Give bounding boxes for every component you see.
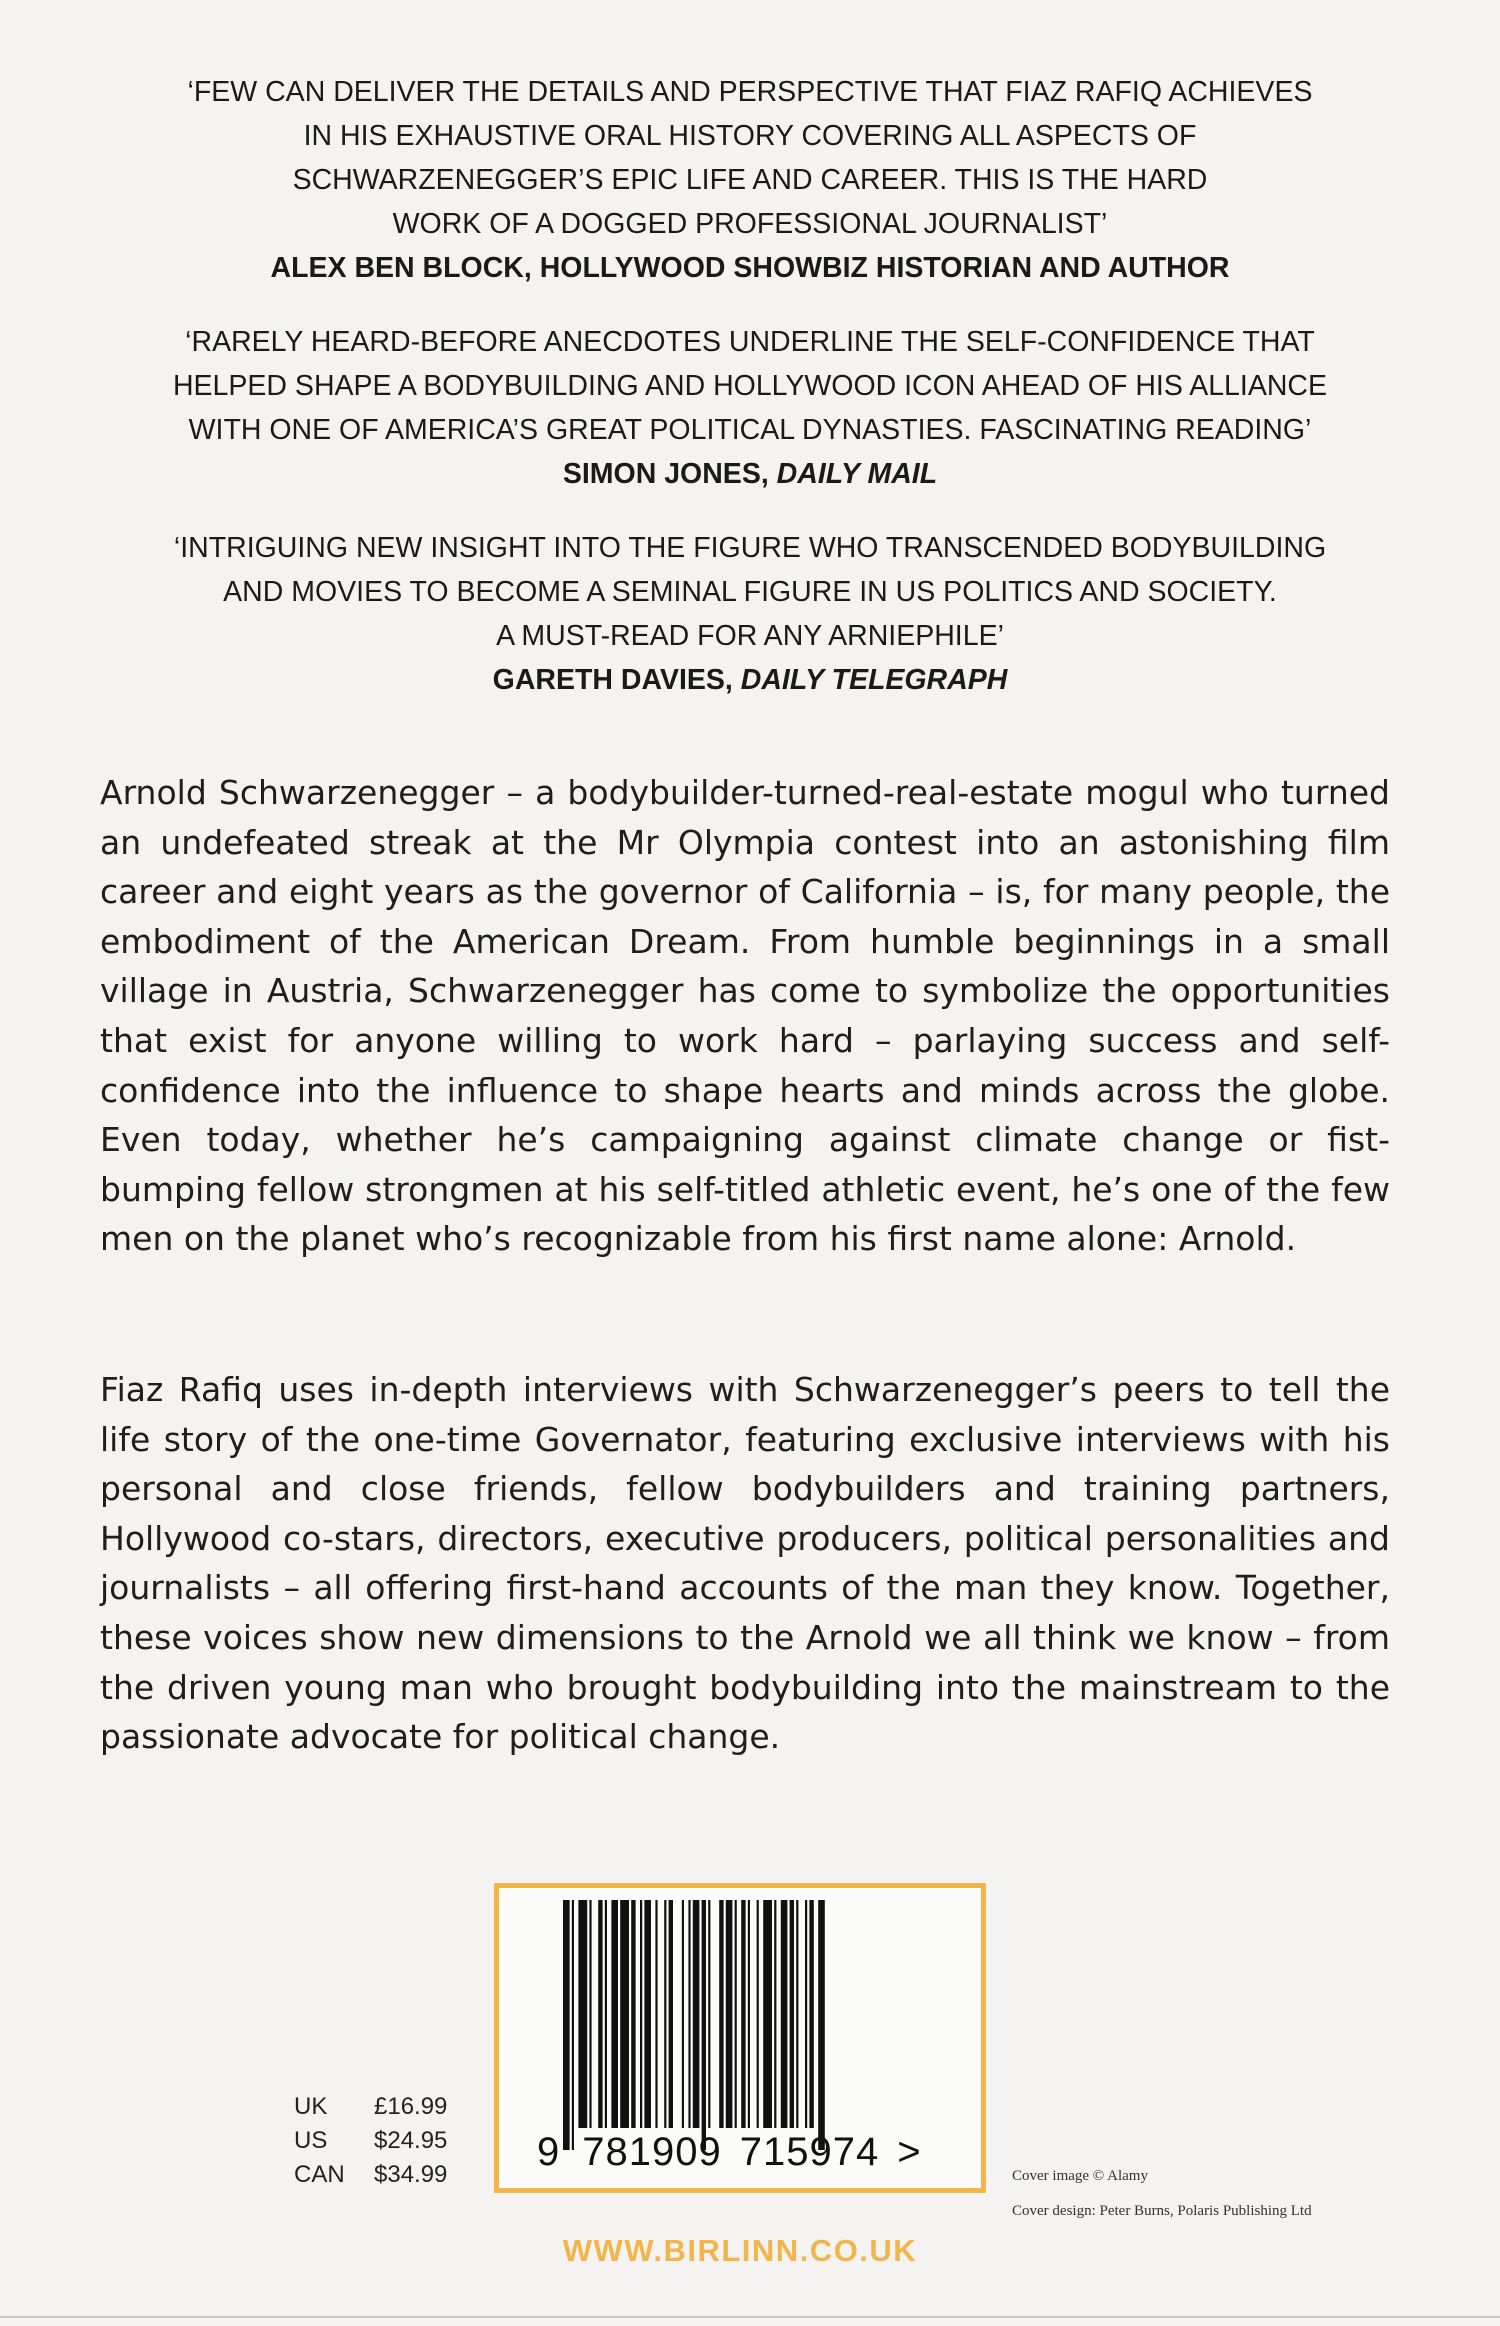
quote-3-publication: DAILY TELEGRAPH — [740, 664, 1008, 696]
quote-3-line-1: ‘INTRIGUING NEW INSIGHT INTO THE FIGURE WHO TRANSCENDED BODYBUILDING — [173, 532, 1327, 564]
barcode-bar — [598, 1900, 602, 2128]
quote-2-author: SIMON JONES, — [562, 458, 777, 490]
barcode-bar — [631, 1900, 635, 2128]
quote-1-attribution — [80, 246, 1420, 290]
quote-1-line-2: IN HIS EXHAUSTIVE ORAL HISTORY COVERING ALL ASPECTS OF — [303, 120, 1197, 152]
barcode-bar — [611, 1900, 618, 2128]
price-value: $24.95 — [374, 2127, 448, 2154]
price-row-us — [294, 2124, 447, 2158]
quote-2-line-3: WITH ONE OF AMERICA’S GREAT POLITICAL DYNASTIES. FASCINATING READING’ — [188, 414, 1312, 446]
isbn-first-digit: 9 — [537, 2130, 561, 2174]
quote-1 — [80, 70, 1420, 290]
quote-3-author: GARETH DAVIES, — [492, 664, 741, 696]
quote-2-attribution — [80, 452, 1420, 496]
barcode-bar — [669, 1900, 673, 2128]
blurb-paragraph-2-text: Fiaz Rafiq uses in-depth interviews with Schwarzenegger’s peers to tell the life story of the one-time Governator, featuring exclusive interviews with his personal and close friends, fellow bodybuilders and training partners, Hollywood co-stars, directors, executive producers, political personalities and journalists – all offering first-hand accounts of the man they know. Together, these voices show new dimensions to the Arnold we all think we know – from the driven young man who brought bodybuilding into the mainstream to the passionate advocate for political change. — [100, 1370, 1390, 1757]
barcode-bar — [748, 1900, 750, 2128]
quote-3-attribution — [80, 658, 1420, 702]
barcode-bar — [818, 1900, 825, 2150]
quote-2 — [80, 320, 1420, 496]
quote-3 — [80, 526, 1420, 702]
quote-2-publication: DAILY MAIL — [776, 458, 938, 490]
price-row-can — [294, 2158, 447, 2192]
publisher-website[interactable]: WWW.BIRLINN.CO.UK — [562, 2233, 918, 2268]
cover-design-credit: Cover design: Peter Burns, Polaris Publishing Ltd — [1012, 2203, 1312, 2219]
cover-credits — [1012, 2159, 1312, 2229]
isbn-digit-group-2: 715974 — [739, 2130, 880, 2174]
barcode-bar — [605, 1900, 607, 2128]
barcode-bar — [578, 1900, 587, 2128]
barcode-bar — [693, 1900, 700, 2128]
quote-3-line-2: AND MOVIES TO BECOME A SEMINAL FIGURE IN US POLITICS AND SOCIETY. — [223, 576, 1277, 608]
isbn-arrow: > — [897, 2130, 922, 2174]
barcode-bar — [809, 1900, 813, 2128]
bottom-edge-divider — [0, 2316, 1500, 2318]
barcode-bar — [726, 1900, 733, 2128]
barcode-bar — [655, 1900, 657, 2128]
price-value: $34.99 — [374, 2161, 448, 2188]
endorsement-quotes — [80, 70, 1420, 732]
price-value: £16.99 — [374, 2093, 448, 2120]
price-list — [294, 2090, 447, 2192]
barcode-bar — [805, 1900, 807, 2128]
blurb-paragraph-1-text: Arnold Schwarzenegger – a bodybuilder-turned-real-estate mogul who turned an undefeated streak at the Mr Olympia contest into an astonishing film career and eight years as the governor of California – is, for many people, the embodiment of the American Dream. From humble beginnings in a small village in Austria, Schwarzenegger has come to symbolize the opportunities that exist for anyone willing to work hard – parlaying success and self-confidence into the influence to shape hearts and minds across the globe. Even today, whether he’s campaigning against climate change or fist-bumping fellow strongmen at his self-titled athletic event, he’s one of the few men on the planet who’s recognizable from his first name alone: Arnold. — [100, 773, 1390, 1259]
quote-2-line-1: ‘RARELY HEARD-BEFORE ANECDOTES UNDERLINE THE SELF-CONFIDENCE THAT — [185, 326, 1315, 358]
barcode-bar — [719, 1900, 723, 2128]
barcode-bar — [589, 1900, 591, 2128]
quote-2-line-2: HELPED SHAPE A BODYBUILDING AND HOLLYWOOD ICON AHEAD OF HIS ALLIANCE — [172, 370, 1328, 402]
barcode-bar — [644, 1900, 651, 2128]
price-row-uk — [294, 2090, 447, 2124]
price-region: CAN — [294, 2161, 345, 2188]
quote-1-line-4: WORK OF A DOGGED PROFESSIONAL JOURNALIST’ — [392, 208, 1108, 240]
barcode-bar — [796, 1900, 798, 2128]
barcode-bar — [563, 1900, 570, 2150]
quote-1-author: ALEX BEN BLOCK, HOLLYWOOD SHOWBIZ HISTORIAN AND AUTHOR — [270, 252, 1230, 284]
barcode-bar — [702, 1900, 706, 2150]
barcode-bar — [741, 1900, 745, 2128]
blurb-paragraph-2 — [100, 1365, 1390, 1762]
barcode-bar — [735, 1900, 737, 2128]
isbn-digits — [537, 2130, 922, 2175]
barcode-bar — [620, 1900, 629, 2128]
barcode-bar — [688, 1900, 690, 2128]
barcode-bar — [708, 1900, 710, 2128]
barcode-bar — [781, 1900, 788, 2128]
blurb-paragraph-1 — [100, 768, 1390, 1264]
barcode-bar — [790, 1900, 794, 2128]
barcode-box — [494, 1883, 986, 2193]
barcode-bar — [757, 1900, 759, 2128]
price-region: US — [294, 2127, 328, 2154]
quote-3-line-3: A MUST-READ FOR ANY ARNIEPHILE’ — [496, 620, 1004, 652]
barcode-bar — [572, 1900, 574, 2150]
price-region: UK — [294, 2093, 328, 2120]
isbn-digit-group-1: 781909 — [582, 2130, 722, 2174]
barcode-bar — [664, 1900, 666, 2128]
barcode-bar — [682, 1900, 684, 2128]
cover-image-credit: Cover image © Alamy — [1012, 2168, 1148, 2184]
barcode-bar — [763, 1900, 772, 2128]
quote-1-line-1: ‘FEW CAN DELIVER THE DETAILS AND PERSPECTIVE THAT FIAZ RAFIQ ACHIEVES — [187, 76, 1313, 108]
quote-1-line-3: SCHWARZENEGGER’S EPIC LIFE AND CAREER. THIS IS THE HARD — [292, 164, 1208, 196]
barcode-bar — [774, 1900, 776, 2128]
barcode-bar — [640, 1900, 642, 2128]
